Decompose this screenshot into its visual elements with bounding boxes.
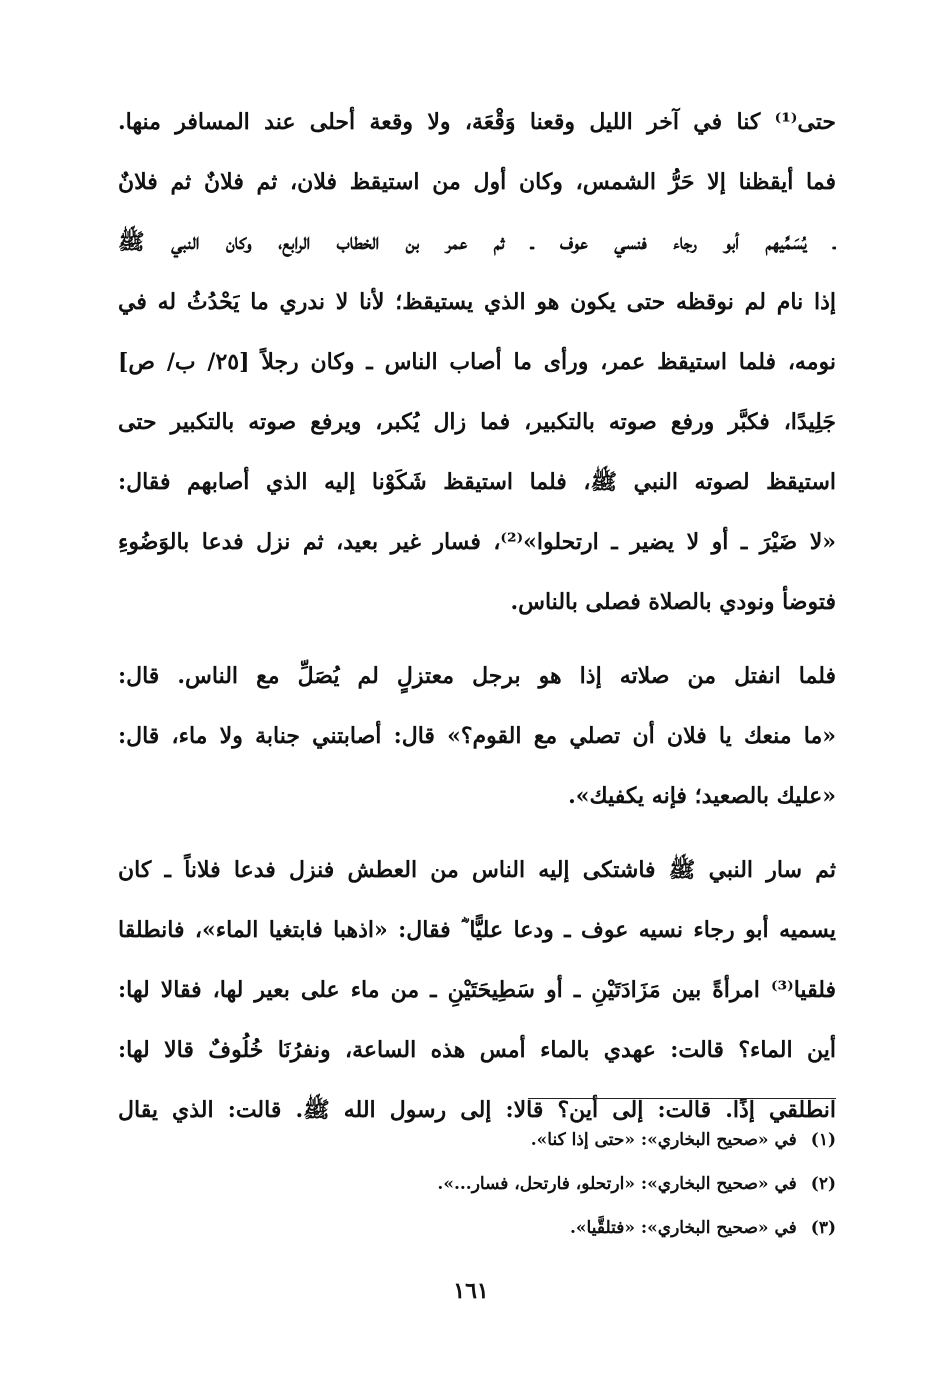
paragraph-spacer <box>118 632 836 646</box>
text-line: «ما منعك يا فلان أن تصلي مع القوم؟» قال: أصابتني جنابة ولا ماء، قال: <box>118 723 836 749</box>
footnotes <box>300 1118 836 1250</box>
footnote-text: في «صحيح البخاري»: «ارتحلو، فارتحل، فسار...». <box>437 1174 797 1194</box>
text-line: إذا نام لم نوقظه حتى يكون هو الذي يستيقظ؛ لأنا لا ندري ما يَحْدُثُ له في <box>118 289 836 315</box>
footnote-text: في «صحيح البخاري»: «فتلقَّيا». <box>570 1218 797 1238</box>
text-line: فلقيا⁽³⁾ امرأةً بين مَزَادَتَيْنِ ـ أو سَطِيحَتَيْنِ ـ من ماء على بعير لها، فقالا لها: <box>118 977 836 1003</box>
footnote-separator <box>528 1098 836 1099</box>
text-line: فلما انفتل من صلاته إذا هو برجل معتزلٍ لم يُصَلِّ مع الناس. قال: <box>118 663 836 689</box>
footnote-text: في «صحيح البخاري»: «حتى إذا كنا». <box>530 1130 797 1150</box>
text-line: جَلِيدًا، فكبَّر ورفع صوته بالتكبير، فما زال يُكبر، ويرفع صوته بالتكبير حتى <box>118 409 836 435</box>
footnote-1 <box>300 1118 836 1162</box>
text-line: استيقظ لصوته النبي ﷺ، فلما استيقظ شَكَوْنا إليه الذي أصابهم فقال: <box>118 469 836 495</box>
footnote-2 <box>300 1162 836 1206</box>
footnote-number: (٣) <box>810 1218 836 1238</box>
paragraph-2 <box>118 646 836 826</box>
paragraph-3 <box>118 840 836 1140</box>
text-line: ـ يُسَمِّيهم أبو رجاء فنسي عوف ـ ثم عمر بن الخطاب الرابع، وكان النبي ﷺ <box>118 229 836 255</box>
footnote-number: (١) <box>810 1130 836 1150</box>
paragraph-1 <box>118 92 836 632</box>
main-text <box>118 92 836 1140</box>
text-line: حتى⁽¹⁾ كنا في آخر الليل وقعنا وَقْعَة، ولا وقعة أحلى عند المسافر منها. <box>118 109 836 135</box>
text-line: نومه، فلما استيقظ عمر، ورأى ما أصاب الناس ـ وكان رجلاً [٢٥/ ب/ ص] <box>118 349 836 375</box>
page-number: ١٦١ <box>453 1278 489 1304</box>
text-line: يسميه أبو رجاء نسيه عوف ـ ودعا عليًّا ؓ فقال: «اذهبا فابتغيا الماء»، فانطلقا <box>118 917 836 943</box>
text-line: أين الماء؟ قالت: عهدي بالماء أمس هذه الساعة، ونفرُنَا خُلُوفٌ قالا لها: <box>118 1037 836 1063</box>
footnote-3 <box>300 1206 836 1250</box>
paragraph-spacer <box>118 826 836 840</box>
footnote-number: (٢) <box>810 1174 836 1194</box>
text-line: انطلقي إذًا. قالت: إلى أين؟ قالا: إلى رسول الله ﷺ. قالت: الذي يقال <box>118 1097 836 1123</box>
text-line: فتوضأ ونودي بالصلاة فصلى بالناس. <box>510 589 836 615</box>
text-line: «عليك بالصعيد؛ فإنه يكفيك». <box>568 783 836 809</box>
text-line: «لا ضَيْرَ ـ أو لا يضير ـ ارتحلوا»⁽²⁾، فسار غير بعيد، ثم نزل فدعا بالوَضُوءِ <box>118 529 836 555</box>
text-line: ثم سار النبي ﷺ فاشتكى إليه الناس من العطش فنزل فدعا فلاناً ـ كان <box>118 857 836 883</box>
text-line: فما أيقظنا إلا حَرُّ الشمس، وكان أول من استيقظ فلان، ثم فلانٌ ثم فلانٌ <box>118 169 836 195</box>
